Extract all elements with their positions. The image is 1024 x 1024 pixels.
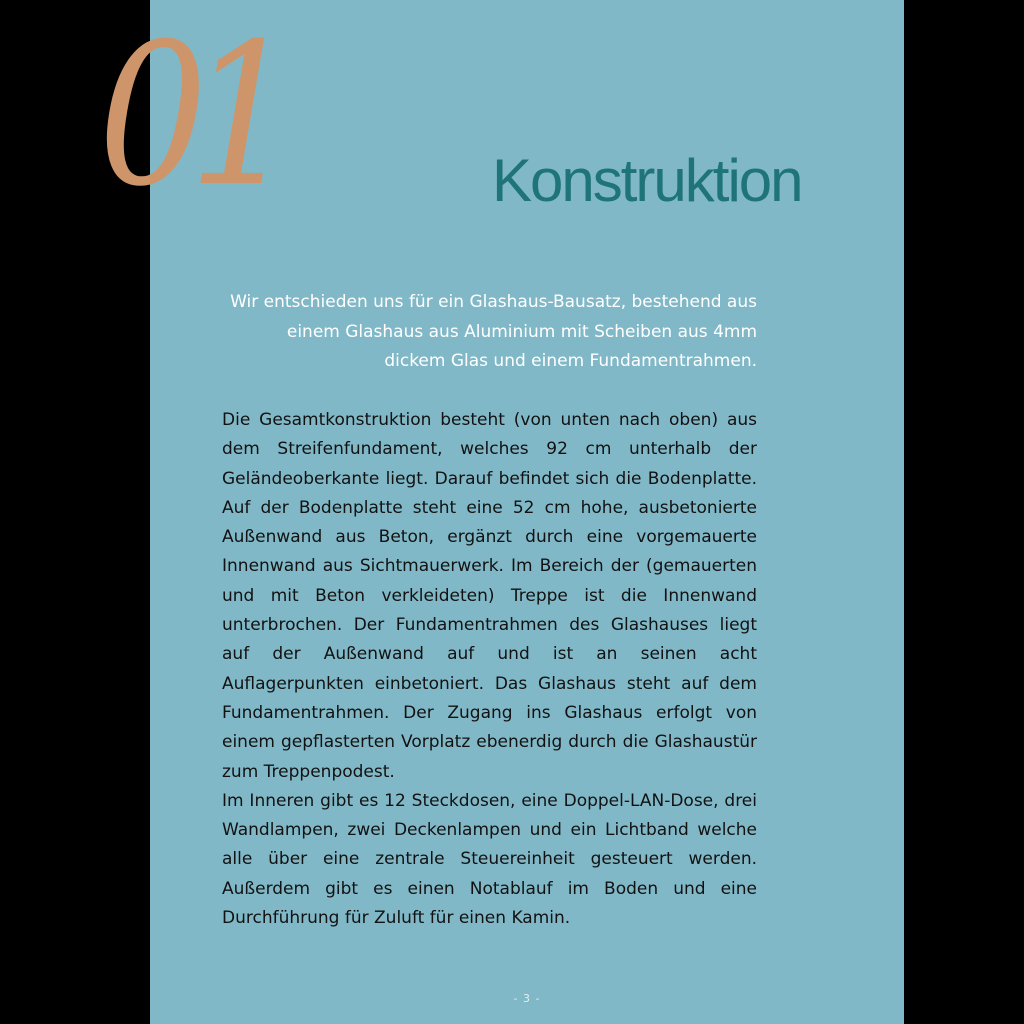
body-paragraph-2: Im Inneren gibt es 12 Steckdosen, eine Doppel-LAN-Dose, drei Wandlampen, zwei Deckenlampen und ein Lichtband welche alle über eine zentrale Steuereinheit gesteuert werden. Außerdem gibt es einen Notablauf im Boden und eine Durchführung für Zuluft für einen Kamin. [222,790,757,929]
body-text [222,406,757,933]
document-page [98,0,904,1024]
body-paragraph-1: Die Gesamtkonstruktion besteht (von unten nach oben) aus dem Streifenfundament, welches 92 cm unterhalb der Geländeoberkante liegt. Darauf befindet sich die Bodenplatte. Auf der Bodenplatte steht eine 52 cm hohe, ausbetonierte Außenwand aus Beton, ergänzt durch eine vorgemauerte Innenwand aus Sichtmauerwerk. Im Bereich der (gemauerten und mit Beton verkleideten) Treppe ist die Innenwand unterbrochen. Der Fundamentrahmen des Glashauses liegt auf der Außenwand auf und ist an seinen acht Auflagerpunkten einbetoniert. Das Glashaus steht auf dem Fundamentrahmen. Der Zugang ins Glashaus erfolgt von einem gepflasterten Vorplatz ebenerdig durch die Glashaustür zum Treppenpodest. [222,410,757,782]
chapter-title: Konstruktion [492,147,802,214]
intro-paragraph: Wir entschieden uns für ein Glashaus-Bausatz, bestehend aus einem Glashaus aus Aluminium mit Scheiben aus 4mm dickem Glas und einem Fundamentrahmen. [230,292,757,371]
chapter-number: 01 [98,2,279,230]
page-number: - 3 - [513,992,541,1005]
